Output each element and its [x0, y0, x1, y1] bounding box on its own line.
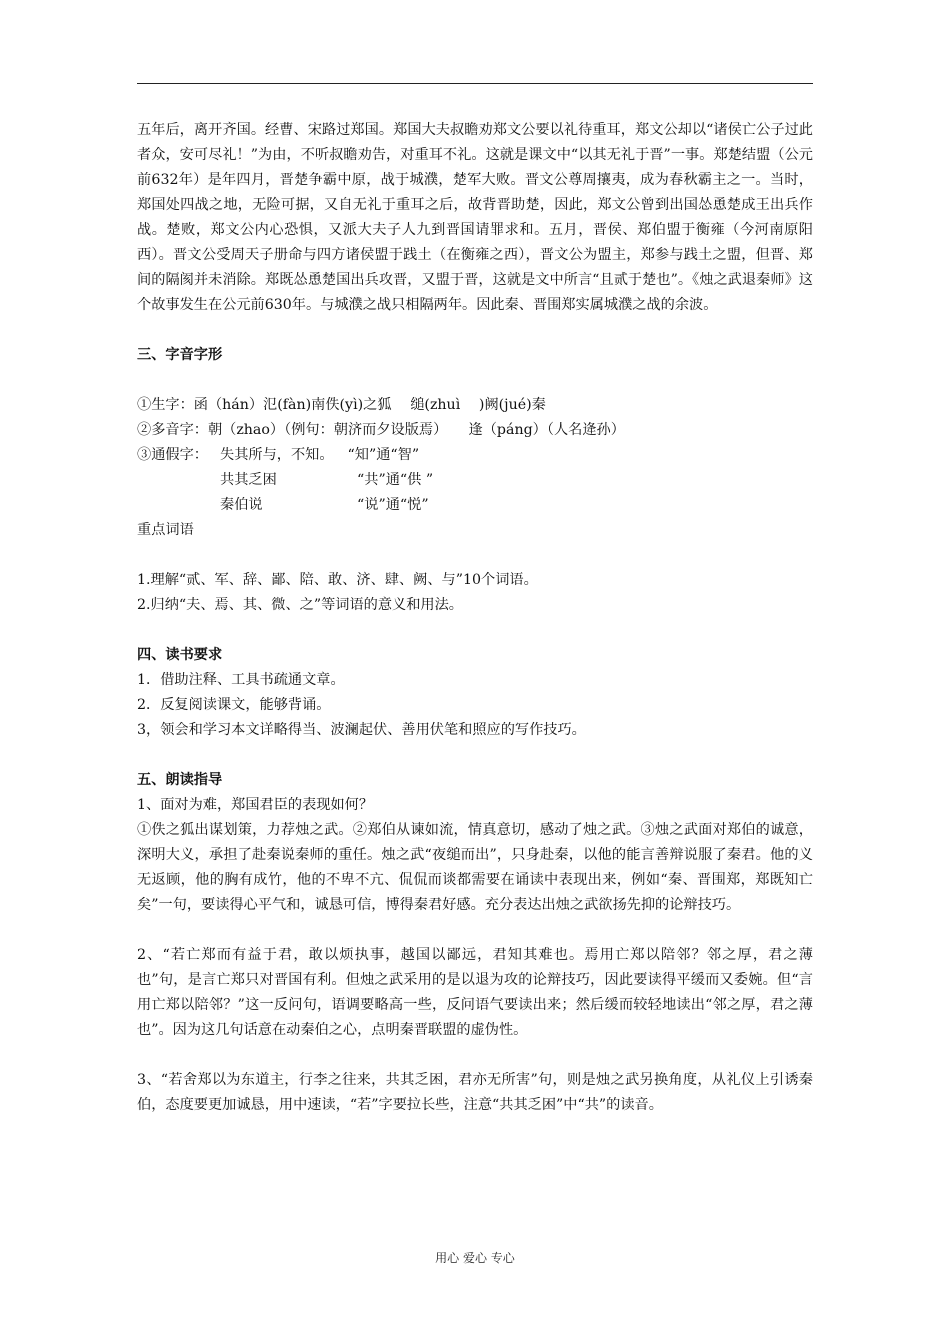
header-rule: [137, 83, 813, 84]
tongjia-phrase: 共其乏困: [220, 472, 277, 488]
new-characters-line: ①生字：函（hán）氾(fàn)南佚(yì)之狐 缒(zhuì )阙(jué)秦: [137, 397, 546, 413]
polyphones-line: ②多音字：朝（zhao）（例句：朝济而夕设版焉） 逢（páng）（人名逄孙）: [137, 422, 625, 438]
tongjia-row: [137, 493, 813, 518]
spacer: [137, 543, 813, 568]
tongjia-note: “知”通“智”: [347, 447, 420, 463]
key-words-title: 重点词语: [137, 522, 194, 538]
guidance-paragraph: 2、“若亡郑而有益于君，敢以烦执事，越国以鄙远，君知其难也。焉用亡郑以陪邻？邻之厚，君之薄也”句，是言亡郑只对晋国有利。但烛之武采用的是以退为攻的论辩技巧，因此要读得平缓而又委婉。但“言用亡郑以陪邻？”这一反问句，语调要略高一些，反问语气要读出来；然后缓而较轻地读出“邻之厚，君之薄也”。因为这几句话意在动秦伯之心，点明秦晋联盟的虚伪性。: [137, 947, 813, 1038]
document-body: [137, 118, 813, 1118]
section-heading-reading-guidance: 五、朗读指导: [137, 772, 223, 788]
key-words-item: 1.理解“贰、军、辞、鄙、陪、敢、济、肆、阙、与”10个词语。: [137, 572, 538, 588]
section-heading-reading-requirements: 四、读书要求: [137, 647, 223, 663]
tongjia-note: “说”通“悦”: [357, 497, 429, 513]
guidance-answer: ①佚之狐出谋划策，力荐烛之武。②郑伯从谏如流，情真意切，感动了烛之武。③烛之武面对郑伯的诚意，深明大义，承担了赴秦说秦师的重任。烛之武“夜缒而出”，只身赴秦，以他的能言善辩说服了秦君。他的义无返顾，他的胸有成竹，他的不卑不亢、侃侃而谈都需要在诵读中表现出来，例如“秦、晋围郑，郑既知亡矣”一句，要读得心平气和，诚恳可信，博得秦君好感。充分表达出烛之武欲扬先抑的论辩技巧。: [137, 822, 813, 913]
tongjia-phrase: 失其所与，不知。: [220, 447, 334, 463]
tongjia-row: [137, 443, 813, 468]
tongjia-row: [137, 468, 813, 493]
spacer: [137, 1043, 813, 1068]
requirement-item: 1．借助注释、工具书疏通文章。: [137, 672, 345, 688]
spacer: [137, 918, 813, 943]
page-footer: 用心 爱心 专心: [435, 1251, 515, 1265]
guidance-question: 1、面对为难，郑国君臣的表现如何？: [137, 797, 374, 813]
tongjia-phrase: 秦伯说: [220, 497, 263, 513]
spacer: [137, 743, 813, 768]
section-heading-pronunciation: 三、字音字形: [137, 347, 223, 363]
spacer: [137, 318, 813, 343]
guidance-paragraph: 3、“若舍郑以为东道主，行李之往来，共其乏困，君亦无所害”句，则是烛之武另换角度，从礼仪上引诱秦伯，态度要更加诚恳，用中速读，“若”字要拉长些，注意“共其乏困”中“共”的读音。: [137, 1072, 813, 1113]
requirement-item: 3，领会和学习本文详略得当、波澜起伏、善用伏笔和照应的写作技巧。: [137, 722, 586, 738]
tongjia-label: ③通假字：: [137, 447, 208, 463]
tongjia-note: “共”通“供 ”: [357, 472, 434, 488]
spacer: [137, 368, 813, 393]
spacer: [137, 618, 813, 643]
background-paragraph: 五年后，离开齐国。经曹、宋路过郑国。郑国大夫叔瞻劝郑文公要以礼待重耳，郑文公却以“诸侯亡公子过此者众，安可尽礼！”为由，不听叔瞻劝告，对重耳不礼。这就是课文中“以其无礼于晋”一事。郑楚结盟（公元前632年）是年四月，晋楚争霸中原，战于城濮，楚军大败。晋文公尊周攘夷，成为春秋霸主之一。当时，郑国处四战之地，无险可据，又自无礼于重耳之后，故背晋助楚，因此，郑文公曾到出国怂恿楚成王出兵作战。楚败，郑文公内心恐惧，又派大夫子人九到晋国请罪求和。五月，晋侯、郑伯盟于衡雍（今河南原阳西）。晋文公受周天子册命与四方诸侯盟于践土（在衡雍之西），晋文公为盟主，郑参与践土之盟，但晋、郑间的隔阂并未消除。郑既怂恿楚国出兵攻晋，又盟于晋，这就是文中所言“且贰于楚也”。《烛之武退秦师》这个故事发生在公元前630年。与城濮之战只相隔两年。因此秦、晋围郑实属城濮之战的余波。: [137, 122, 813, 313]
key-words-item: 2.归纳“夫、焉、其、微、之”等词语的意义和用法。: [137, 597, 463, 613]
requirement-item: 2．反复阅读课文，能够背诵。: [137, 697, 331, 713]
